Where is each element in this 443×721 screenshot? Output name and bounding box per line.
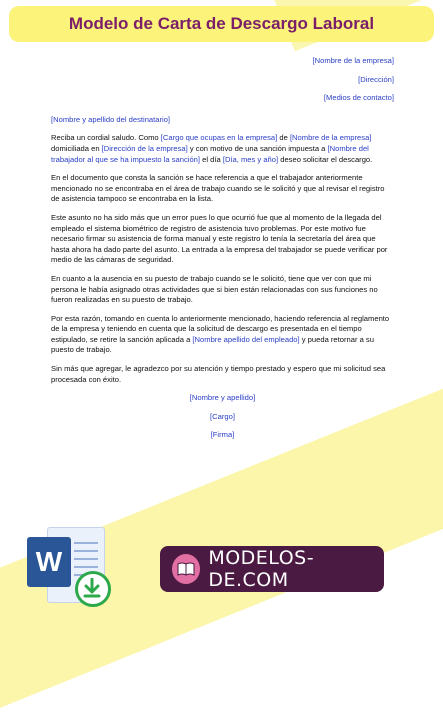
signature-name: [Nombre y apellido] [189, 393, 256, 403]
paragraph-sanction-reference: En el documento que consta la sanción se hace referencia a que el trabajador anteriormente mencionado no se encontraba en el área de trabajo cuando se le solicitó y que al revisar el registro de asistencia tampoco se encontraba en la lista. [51, 173, 385, 204]
download-arrow-icon [75, 571, 111, 607]
paragraph-request: Por esta razón, tomando en cuenta lo anteriormente mencionado, haciendo referencia al reglamento de la empresa y teniendo en cuenta que la solicitud de descargo es presentada en el tiempo estipulado, se retire la sanción aplicada a [Nombre apellido del empleado] y pueda retornar a su puesto de trabajo. [51, 313, 390, 355]
paragraph-absence: En cuanto a la ausencia en su puesto de trabajo cuando se le solicitó, tiene que ver con que mi persona le había asignado otras actividades que si bien están relacionadas con sus funciones no fueron realizadas en su puesto de trabajo. [51, 273, 378, 305]
brand-badge[interactable] [160, 546, 384, 592]
signature-sign: [Firma] [210, 430, 235, 440]
sender-company: [Nombre de la empresa] [312, 56, 394, 65]
sender-address: [Dirección] [358, 74, 394, 84]
title-banner [9, 6, 434, 42]
book-icon [172, 554, 200, 584]
paragraph-closing: Sin más que agregar, le agradezco por su atención y tiempo prestado y espero que mi solicitud sea procesada con éxito. [51, 364, 386, 384]
brand-name: MODELOS-DE.COM [208, 547, 315, 591]
paragraph-greeting: Reciba un cordial saludo. Como [Cargo que ocupas en la empresa] de [Nombre de la empresa] domiciliada en [Dirección de la empresa] y con motivo de una sanción impuesta a [Nombre del trabajador al que se ha impuesto la sanción] el día [Día, mes y año] deseo solicitar el descargo. [51, 133, 373, 164]
recipient-name: [Nombre y apellido del destinatario] [51, 114, 171, 124]
letter-body [51, 56, 394, 441]
sender-contact: [Medios de contacto] [323, 93, 394, 103]
word-download-icon[interactable] [27, 527, 111, 619]
document-title: Modelo de Carta de Descargo Laboral [68, 14, 375, 33]
word-logo-icon: W [27, 537, 71, 587]
signature-position: [Cargo] [210, 411, 235, 421]
paragraph-explanation: Este asunto no ha sido más que un error pues lo que ocurrió fue que al momento de la llegada del empleado el sistema biométrico de registro de asistencia tuvo problemas. Por este motivo fue necesario firmar su asistencia de forma manual y este registro lo tenía la secretaría del área que hasta ahora ha dado parte del asunto. La entrada a la empresa del trabajador se puede verificar por medio de las cámaras de seguridad. [51, 212, 388, 265]
